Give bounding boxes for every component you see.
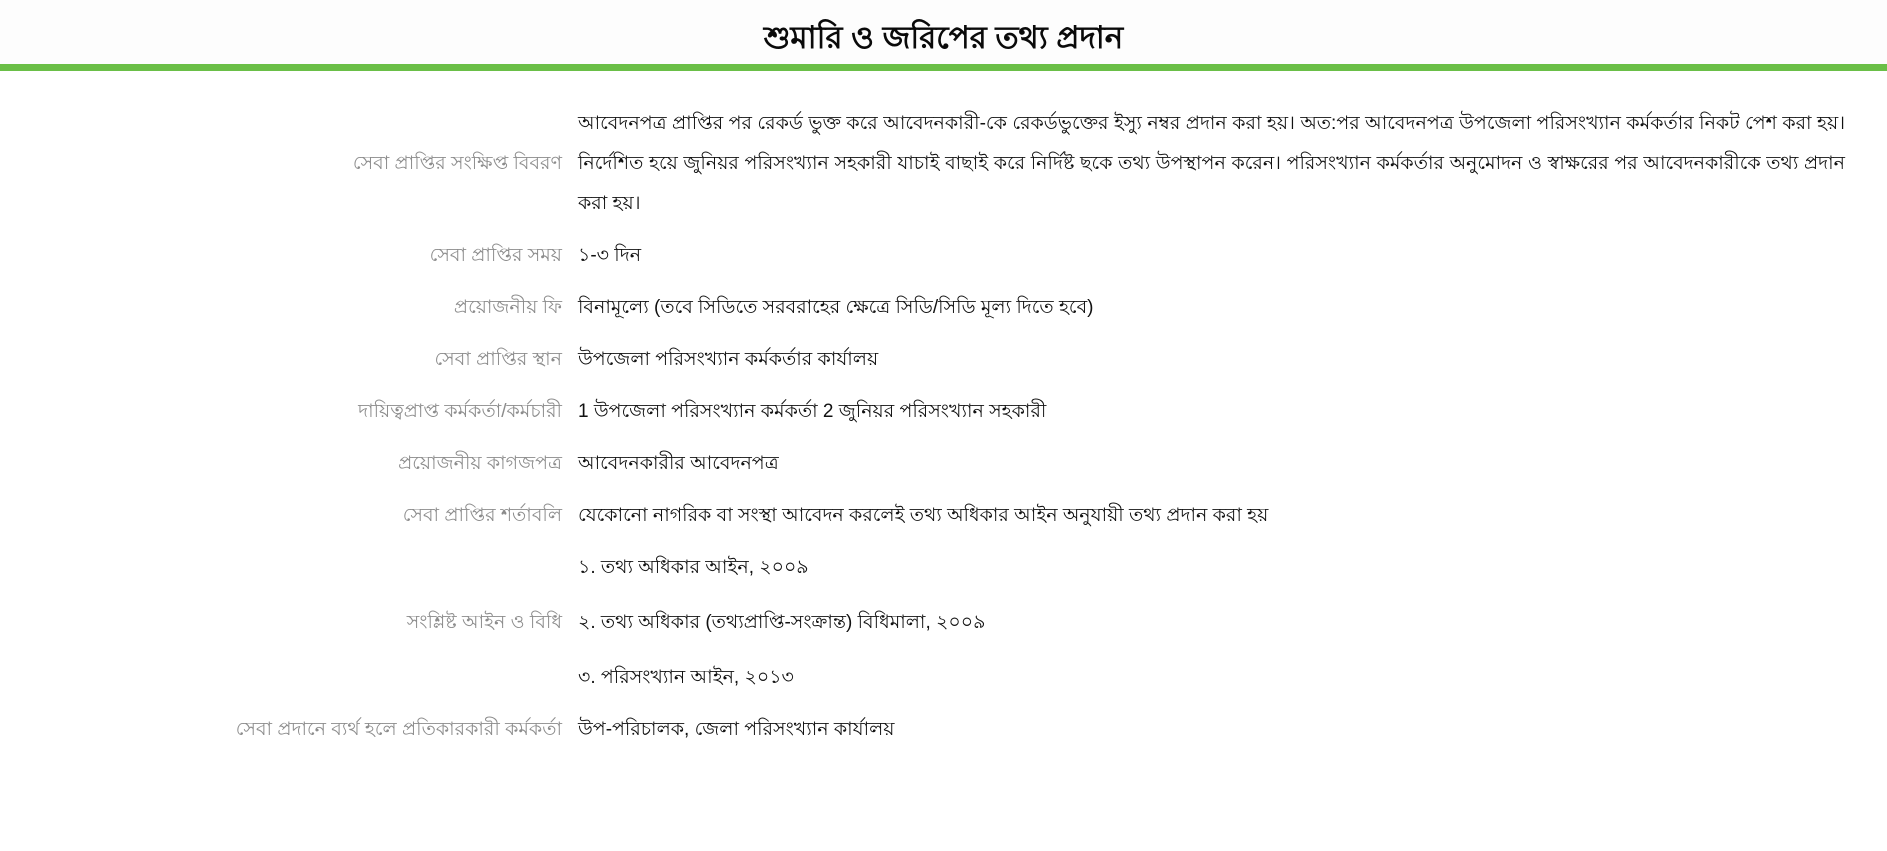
law-item: ৩. পরিসংখ্যান আইন, ২০১৩ [578, 667, 794, 688]
page-header [0, 0, 1887, 71]
row-label: দায়িত্বপ্রাপ্ত কর্মকর্তা/কর্মচারী [358, 401, 562, 422]
row-value: বিনামূল্যে (তবে সিডিতে সরবরাহের ক্ষেত্রে সিডি/সিডি মূল্য দিতে হবে) [578, 297, 1094, 318]
row-label: প্রয়োজনীয় ফি [453, 297, 562, 318]
service-info-table [0, 71, 1887, 750]
row-label: সংশ্লিষ্ট আইন ও বিধি [406, 612, 562, 633]
row-value: উপজেলা পরিসংখ্যান কর্মকর্তার কার্যালয় [578, 349, 879, 370]
row-value: ১-৩ দিন [578, 245, 642, 266]
law-item: ১. তথ্য অধিকার আইন, ২০০৯ [578, 557, 809, 578]
accent-divider [0, 64, 1887, 71]
row-value: যেকোনো নাগরিক বা সংস্থা আবেদন করলেই তথ্য অধিকার আইন অনুযায়ী তথ্য প্রদান করা হয় [578, 505, 1269, 526]
table-row [0, 710, 1887, 750]
table-row [0, 236, 1887, 276]
table-row [0, 340, 1887, 380]
page-title: শুমারি ও জরিপের তথ্য প্রদান [763, 20, 1124, 55]
table-row [0, 288, 1887, 328]
row-value-list [578, 548, 1887, 698]
row-value: 1 উপজেলা পরিসংখ্যান কর্মকর্তা 2 জুনিয়র পরিসংখ্যান সহকারী [578, 401, 1047, 422]
law-item: ২. তথ্য অধিকার (তথ্যপ্রাপ্তি-সংক্রান্ত) বিধিমালা, ২০০৯ [578, 612, 986, 633]
table-row [0, 392, 1887, 432]
row-value: উপ-পরিচালক, জেলা পরিসংখ্যান কার্যালয় [578, 719, 895, 740]
row-label: প্রয়োজনীয় কাগজপত্র [398, 453, 562, 474]
row-value: আবেদনপত্র প্রাপ্তির পর রেকর্ড ভুক্ত করে আবেদনকারী-কে রেকর্ডভুক্তের ইস্যু নম্বর প্রদান করা হয়। অত:পর আবেদনপত্র উপজেলা পরিসংখ্যান কর্মকর্তার নিকট পেশ করা হয়। নির্দেশিত হয়ে জুনিয়র পরিসংখ্যান সহকারী যাচাই বাছাই করে নির্দিষ্ট ছকে তথ্য উপস্থাপন করেন। পরিসংখ্যান কর্মকর্তার অনুমোদন ও স্বাক্ষরের পর আবেদনকারীকে তথ্য প্রদান করা হয়। [578, 113, 1845, 214]
table-row [0, 496, 1887, 536]
row-value: আবেদনকারীর আবেদনপত্র [578, 453, 779, 474]
row-label: সেবা প্রাপ্তির শর্তাবলি [402, 505, 562, 526]
row-label: সেবা প্রাপ্তির সময় [429, 245, 562, 266]
row-label: সেবা প্রাপ্তির সংক্ষিপ্ত বিবরণ [352, 153, 562, 174]
table-row [0, 444, 1887, 484]
table-row-laws [0, 548, 1887, 698]
table-row [0, 104, 1887, 224]
row-label: সেবা প্রাপ্তির স্থান [434, 349, 562, 370]
row-label: সেবা প্রদানে ব্যর্থ হলে প্রতিকারকারী কর্মকর্তা [235, 719, 562, 740]
